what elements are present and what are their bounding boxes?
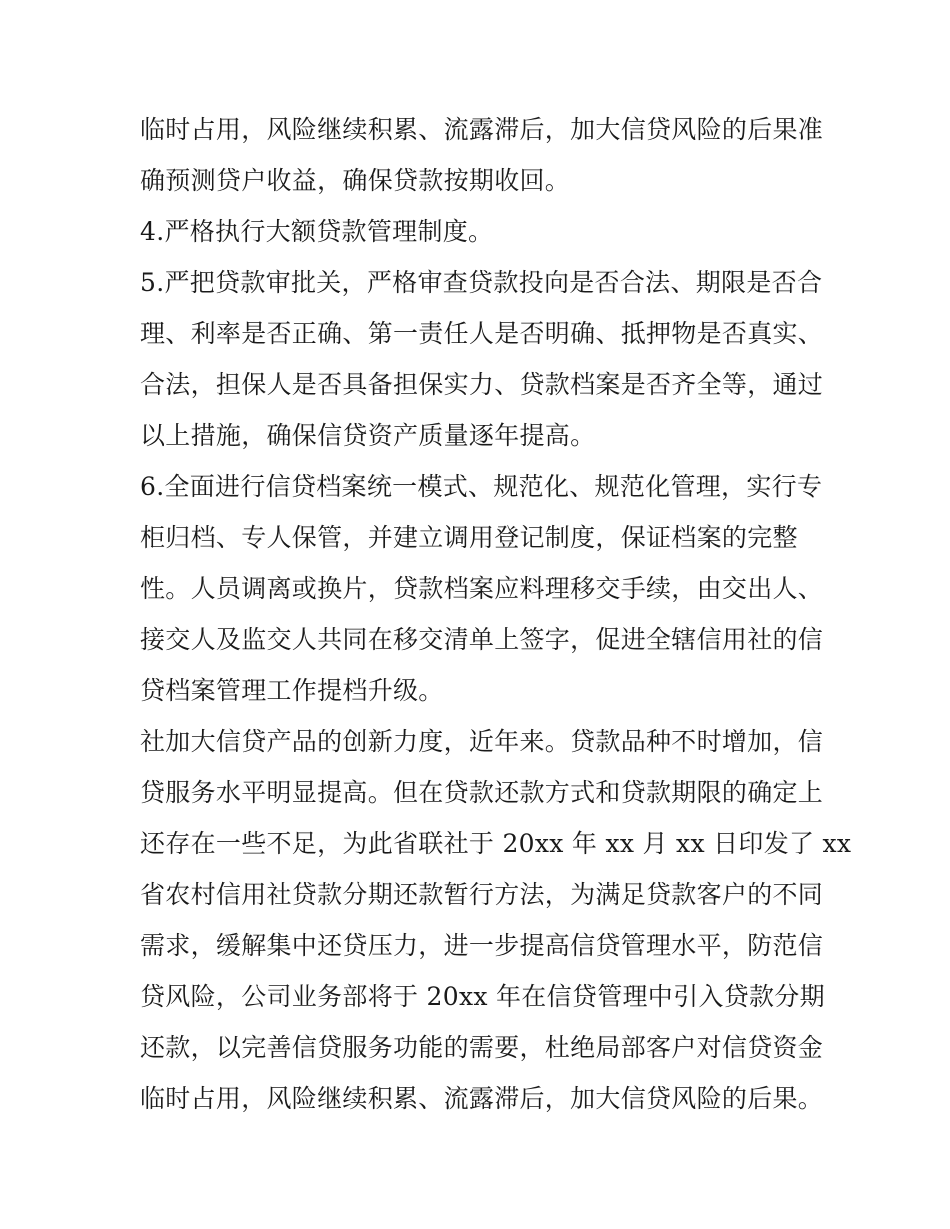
- text-line: 省农村信用社贷款分期还款暂行方法，为满足贷款客户的不同: [140, 880, 824, 909]
- text-line: 确预测贷户收益，确保贷款按期收回。: [140, 166, 571, 195]
- text-line: 贷风险，公司业务部将于 20xx 年在信贷管理中引入贷款分期: [140, 982, 825, 1011]
- text-line: 柜归档、专人保管，并建立调用登记制度，保证档案的完整: [140, 523, 798, 552]
- text-line: 4.严格执行大额贷款管理制度。: [140, 217, 494, 246]
- text-line: 贷档案管理工作提档升级。: [140, 676, 444, 705]
- text-line: 贷服务水平明显提高。但在贷款还款方式和贷款期限的确定上: [140, 778, 824, 807]
- text-line: 合法，担保人是否具备担保实力、贷款档案是否齐全等，通过: [140, 370, 824, 399]
- text-line: 临时占用，风险继续积累、流露滞后，加大信贷风险的后果。: [140, 1084, 824, 1113]
- text-line: 理、利率是否正确、第一责任人是否明确、抵押物是否真实、: [140, 319, 824, 348]
- text-line: 5.严把贷款审批关，严格审查贷款投向是否合法、期限是否合: [140, 268, 823, 297]
- text-line: 临时占用，风险继续积累、流露滞后，加大信贷风险的后果准: [140, 115, 824, 144]
- text-line: 还款，以完善信贷服务功能的需要，杜绝局部客户对信贷资金: [140, 1033, 824, 1062]
- text-line: 还存在一些不足，为此省联社于 20xx 年 xx 月 xx 日印发了 xx: [140, 829, 852, 858]
- text-line: 性。人员调离或换片，贷款档案应料理移交手续，由交出人、: [140, 574, 824, 603]
- document-body: [140, 104, 852, 1124]
- text-line: 需求，缓解集中还贷压力，进一步提高信贷管理水平，防范信: [140, 931, 824, 960]
- text-line: 6.全面进行信贷档案统一模式、规范化、规范化管理，实行专: [140, 472, 823, 501]
- text-line: 接交人及监交人共同在移交清单上签字，促进全辖信用社的信: [140, 625, 824, 654]
- text-line: 社加大信贷产品的创新力度，近年来。贷款品种不时增加，信: [140, 727, 824, 756]
- text-line: 以上措施，确保信贷资产质量逐年提高。: [140, 421, 596, 450]
